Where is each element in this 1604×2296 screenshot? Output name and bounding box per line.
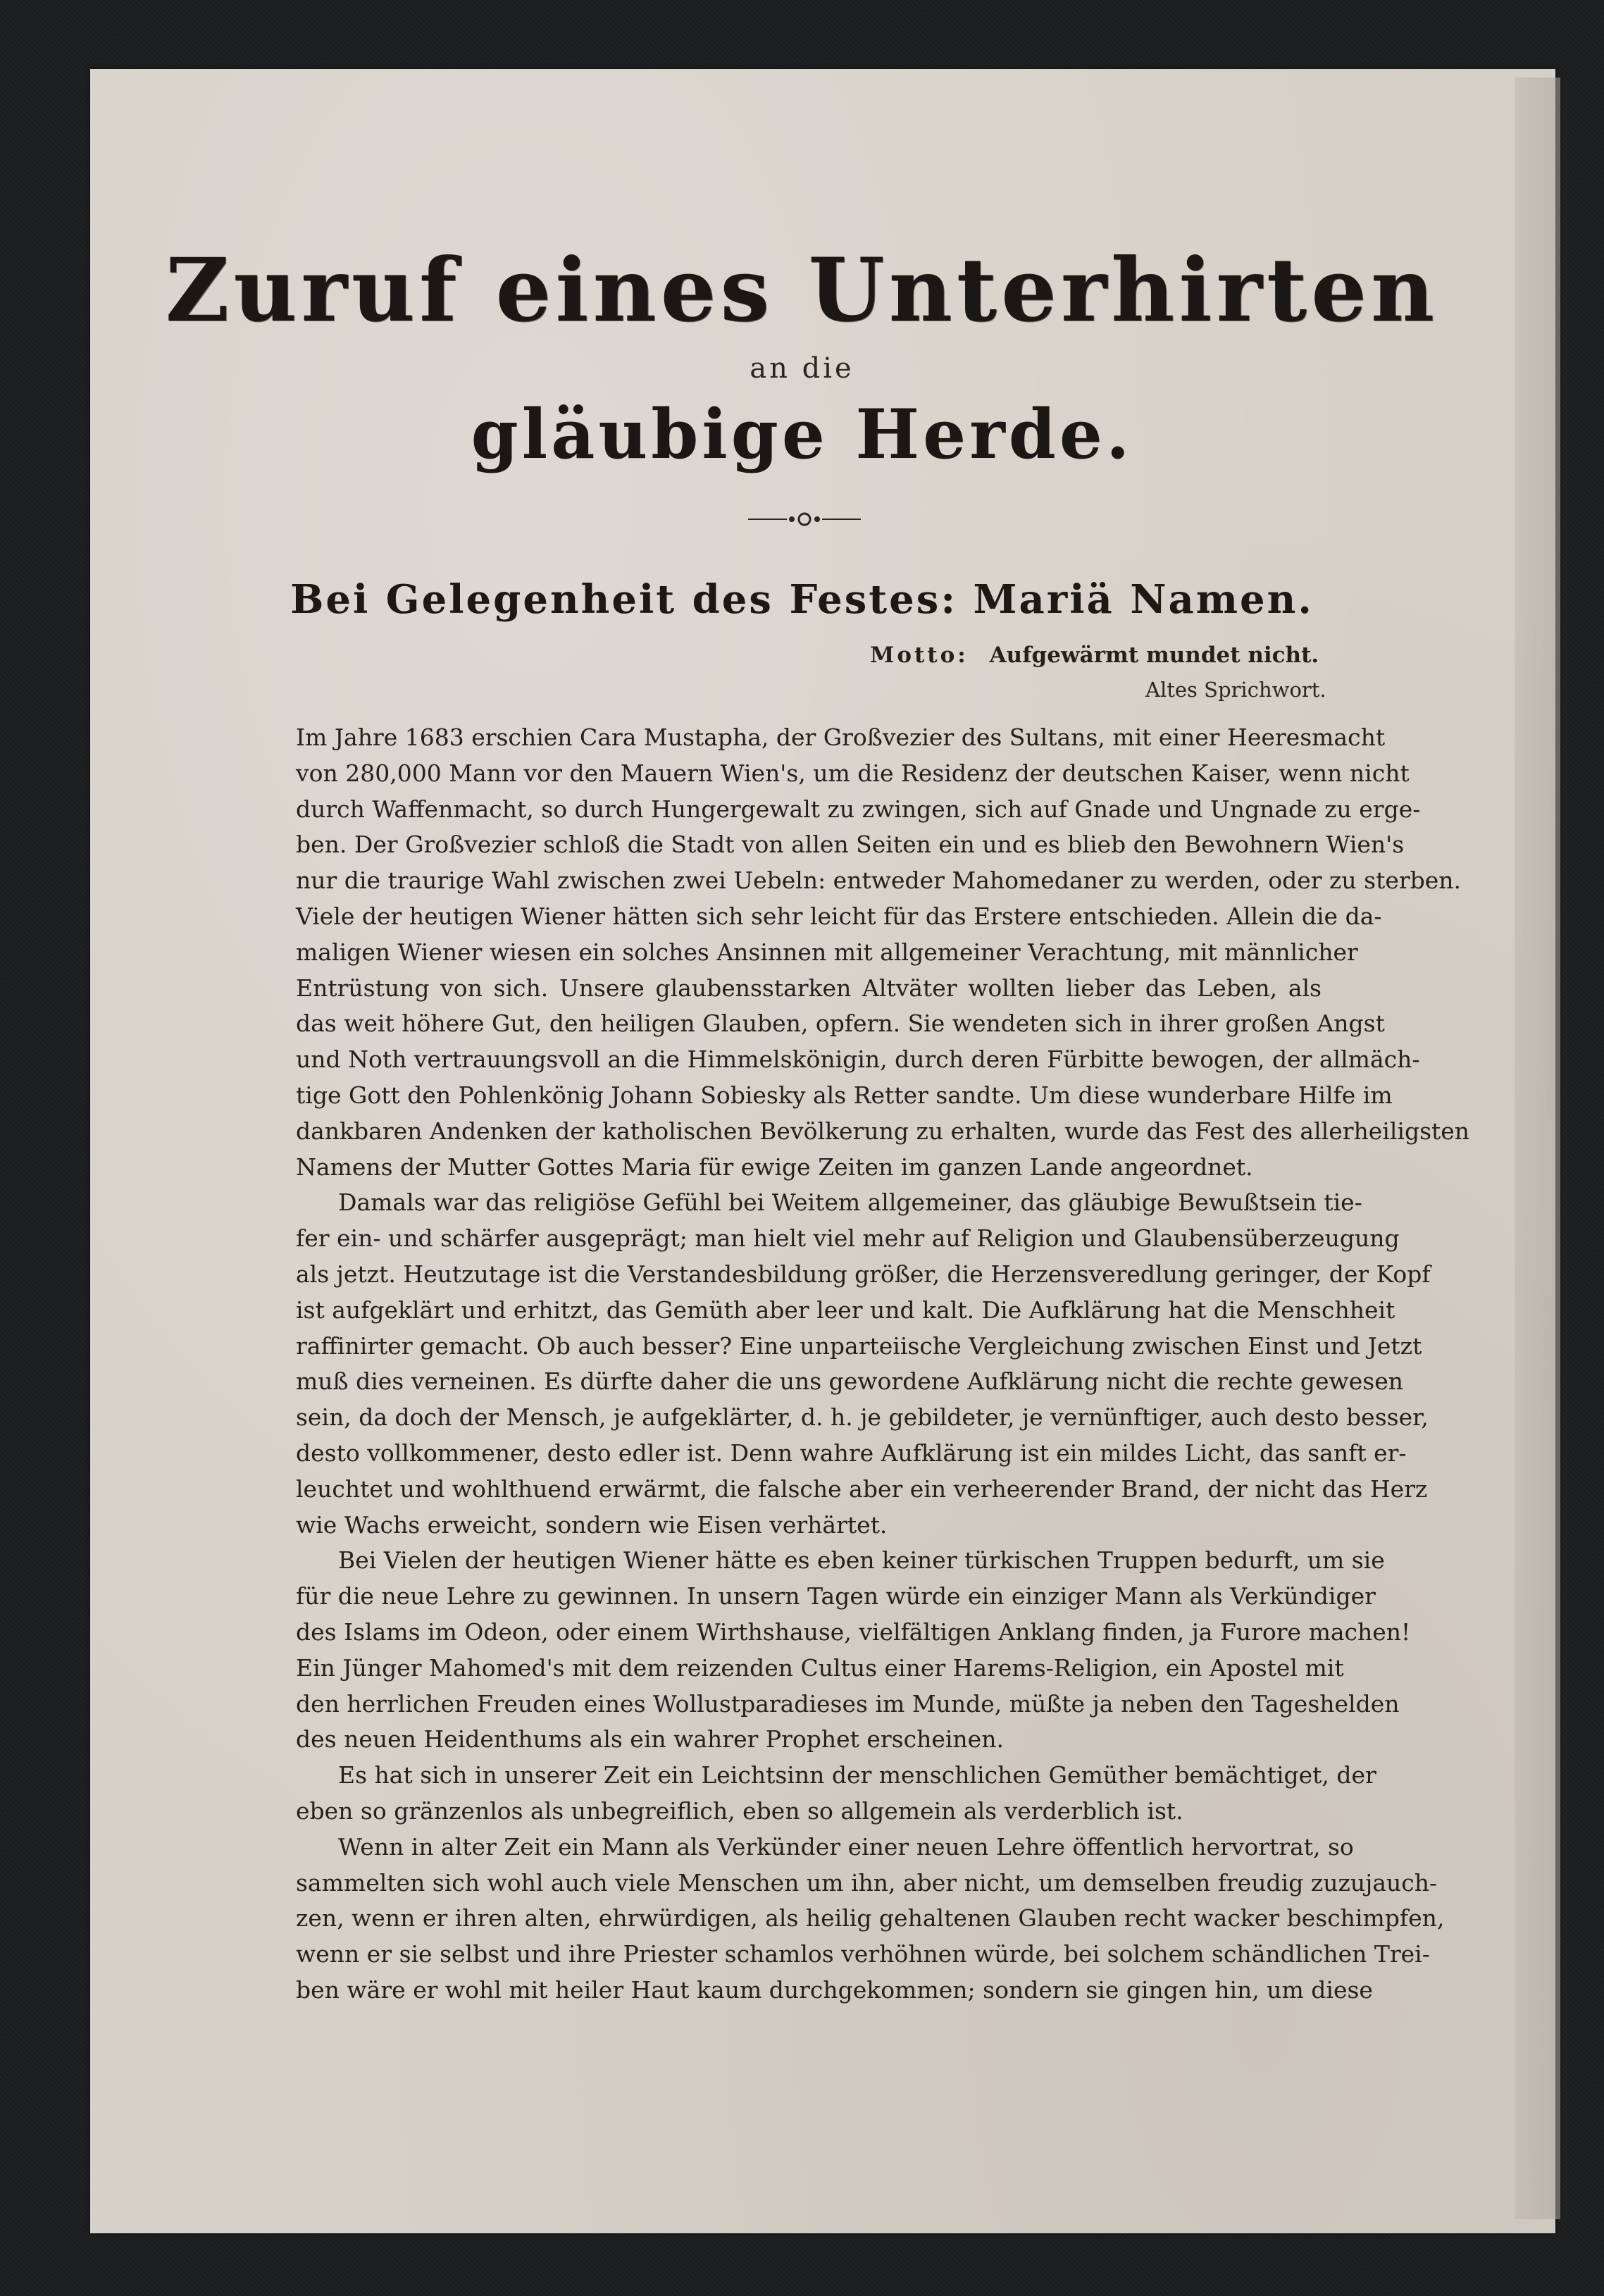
text-line: Im Jahre 1683 erschien Cara Mustapha, der Großvezier des Sultans, mit einer Heeresmacht	[296, 724, 1386, 751]
text-line: ben. Der Großvezier schloß die Stadt von allen Seiten ein und es blieb den Bewohnern Wien's	[296, 831, 1405, 859]
text-line: fer ein- und schärfer ausgeprägt; man hielt viel mehr auf Religion und Glaubensüberzeugung	[296, 1224, 1400, 1253]
text-line: Viele der heutigen Wiener hätten sich sehr leicht für das Erstere entschieden. Allein die da-	[296, 902, 1382, 930]
text-line: Bei Vielen der heutigen Wiener hätte es eben keiner türkischen Truppen bedurft, um sie	[338, 1546, 1385, 1575]
text-line: muß dies verneinen. Es dürfte daher die uns gewordene Aufklärung nicht die rechte gewesen	[296, 1367, 1403, 1396]
ornament-divider-icon	[748, 509, 861, 530]
paragraph-5	[296, 1830, 1445, 2009]
paragraph-2	[296, 1185, 1431, 1543]
document-title-line2: gläubige Herde.	[471, 395, 1133, 474]
text-line: wenn er sie selbst und ihre Priester schamlos verhöhnen würde, bei solchem schändlichen Trei-	[296, 1940, 1430, 1968]
paragraph-3	[296, 1543, 1411, 1758]
text-line: Es hat sich in unserer Zeit ein Leichtsinn der menschlichen Gemüther bemächtiget, der	[338, 1761, 1376, 1789]
text-line: von 280,000 Mann vor den Mauern Wien's, um die Residenz der deutschen Kaiser, wenn nicht	[296, 759, 1410, 787]
text-line: eben so gränzenlos als unbegreiflich, eben so allgemein als verderblich ist.	[296, 1797, 1183, 1825]
text-line: und Noth vertrauungsvoll an die Himmelskönigin, durch deren Fürbitte bewogen, der allmäch-	[296, 1045, 1420, 1074]
text-line: nur die traurige Wahl zwischen zwei Uebeln: entweder Mahomedaner zu werden, oder zu sterben.	[296, 867, 1462, 895]
text-line: raffinirter gemacht. Ob auch besser? Eine unparteiische Vergleichung zwischen Einst und Jetzt	[296, 1332, 1422, 1360]
text-line: dankbaren Andenken der katholischen Bevölkerung zu erhalten, wurde das Fest des allerheiligsten	[296, 1117, 1470, 1145]
text-line: Entrüstung von sich. Unsere glaubensstarken Altväter wollten lieber das Leben, als	[296, 974, 1322, 1002]
document-subtitle: Bei Gelegenheit des Festes: Mariä Namen.	[290, 576, 1314, 623]
text-line: desto vollkommener, desto edler ist. Denn wahre Aufklärung ist ein mildes Licht, das sanft er-	[296, 1439, 1407, 1467]
paragraph-1	[296, 720, 1470, 1185]
paragraph-4	[296, 1758, 1376, 1830]
text-line: das weit höhere Gut, den heiligen Glauben, opfern. Sie wendeten sich in ihrer großen Angst	[296, 1010, 1385, 1038]
text-line: zen, wenn er ihren alten, ehrwürdigen, als heilig gehaltenen Glauben recht wacker beschimpfen,	[296, 1904, 1445, 1932]
motto-source: Altes Sprichwort.	[1145, 678, 1326, 702]
motto-label: Motto:	[870, 643, 969, 668]
text-line: Damals war das religiöse Gefühl bei Weitem allgemeiner, das gläubige Bewußtsein tie-	[338, 1189, 1362, 1217]
text-line: für die neue Lehre zu gewinnen. In unsern Tagen würde ein einziger Mann als Verkündiger	[296, 1582, 1376, 1611]
text-line: sammelten sich wohl auch viele Menschen um ihn, aber nicht, um demselben freudig zuzujauch-	[296, 1868, 1438, 1897]
text-line: wie Wachs erweicht, sondern wie Eisen verhärtet.	[296, 1510, 888, 1539]
text-line: Ein Jünger Mahomed's mit dem reizenden Cultus einer Harems-Religion, ein Apostel mit	[296, 1653, 1344, 1682]
text-line: Wenn in alter Zeit ein Mann als Verkünder einer neuen Lehre öffentlich hervortrat, so	[338, 1832, 1354, 1861]
text-line: maligen Wiener wiesen ein solches Ansinnen mit allgemeiner Verachtung, mit männlicher	[296, 938, 1358, 966]
text-line: ben wäre er wohl mit heiler Haut kaum durchgekommen; sondern sie gingen hin, um diese	[296, 1975, 1373, 2004]
body-text	[296, 720, 1470, 2009]
text-line: des Islams im Odeon, oder einem Wirthshause, vielfältigen Anklang finden, ja Furore machen!	[296, 1618, 1411, 1646]
motto	[870, 643, 1319, 668]
text-line: sein, da doch der Mensch, je aufgeklärter, d. h. je gebildeter, je vernünftiger, auch desto besser,	[296, 1403, 1429, 1432]
text-line: den herrlichen Freuden eines Wollustparadieses im Munde, müßte ja neben den Tageshelden	[296, 1689, 1400, 1718]
text-line: leuchtet und wohlthuend erwärmt, die falsche aber ein verheerender Brand, der nicht das Herz	[296, 1475, 1428, 1503]
motto-text: Aufgewärmt mundet nicht.	[989, 643, 1319, 668]
title-connector: an die	[750, 352, 854, 385]
document-title: Zuruf eines Unterhirten	[165, 240, 1439, 342]
text-line: ist aufgeklärt und erhitzt, das Gemüth aber leer und kalt. Die Aufklärung hat die Menschheit	[296, 1296, 1395, 1324]
text-line: des neuen Heidenthums als ein wahrer Prophet erscheinen.	[296, 1725, 1004, 1754]
text-line: Namens der Mutter Gottes Maria für ewige Zeiten im ganzen Lande angeordnet.	[296, 1153, 1253, 1181]
text-line: tige Gott den Pohlenkönig Johann Sobiesky als Retter sandte. Um diese wunderbare Hilfe im	[296, 1081, 1393, 1109]
text-line: als jetzt. Heutzutage ist die Verstandesbildung größer, die Herzensveredlung geringer, der Kopf	[296, 1260, 1431, 1288]
text-line: durch Waffenmacht, so durch Hungergewalt zu zwingen, sich auf Gnade und Ungnade zu erge-	[296, 795, 1421, 823]
